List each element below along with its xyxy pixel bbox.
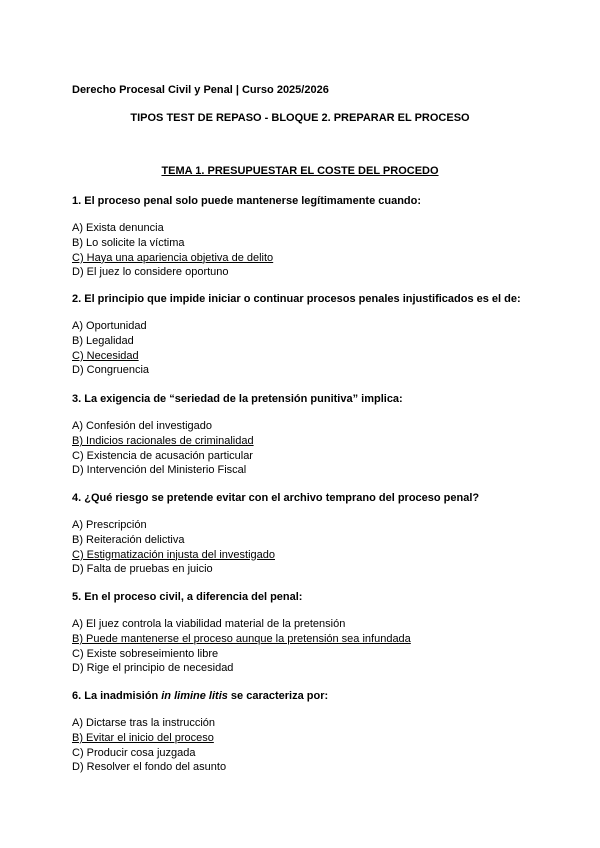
- question-text-after: se caracteriza por:: [227, 690, 329, 702]
- option-a: A) El juez controla la viabilidad material de la pretensión: [72, 618, 346, 630]
- option-b-correct: B) Puede mantenerse el proceso aunque la pretensión sea infundada: [72, 632, 411, 645]
- option-a: A) Oportunidad: [72, 320, 147, 332]
- option-d: D) Rige el principio de necesidad: [72, 662, 234, 675]
- question-text: 4. ¿Qué riesgo se pretende evitar con el archivo temprano del proceso penal?: [72, 492, 480, 504]
- option-a: A) Prescripción: [72, 519, 147, 531]
- question-text: 5. En el proceso civil, a diferencia del penal:: [72, 591, 303, 603]
- question-text-before: 6. La inadmisión: [72, 690, 162, 702]
- option-d: D) El juez lo considere oportuno: [72, 266, 229, 279]
- option-d: D) Resolver el fondo del asunto: [72, 761, 227, 774]
- option-b: B) Lo solicite la víctima: [72, 236, 185, 249]
- question-4: [72, 491, 542, 577]
- option-b-correct: B) Indicios racionales de criminalidad: [72, 434, 254, 447]
- question-2: [72, 292, 542, 378]
- option-d: D) Congruencia: [72, 364, 150, 377]
- option-d: D) Intervención del Ministerio Fiscal: [72, 464, 247, 477]
- option-b: B) Reiteración delictiva: [72, 533, 185, 546]
- question-6: [72, 689, 542, 775]
- question-3: [72, 392, 542, 478]
- topic-heading: TEMA 1. PRESUPUESTAR EL COSTE DEL PROCEDO: [161, 165, 439, 177]
- question-5: [72, 590, 542, 676]
- option-c: C) Existe sobreseimiento libre: [72, 647, 219, 660]
- question-text-latin: in limine litis: [161, 690, 228, 702]
- option-a: A) Dictarse tras la instrucción: [72, 717, 216, 729]
- option-d: D) Falta de pruebas en juicio: [72, 563, 213, 576]
- option-c-correct: C) Haya una apariencia objetiva de delito: [72, 251, 274, 264]
- option-c-correct: C) Necesidad: [72, 349, 139, 362]
- question-text: 2. El principio que impide iniciar o continuar procesos penales injustificados es el de:: [72, 293, 521, 305]
- question-text: [72, 689, 542, 703]
- option-b-correct: B) Evitar el inicio del proceso: [72, 731, 214, 744]
- question-text: 3. La exigencia de “seriedad de la pretensión punitiva” implica:: [72, 393, 403, 405]
- question-1: [72, 194, 542, 280]
- option-a: A) Exista denuncia: [72, 222, 164, 234]
- option-c: C) Producir cosa juzgada: [72, 746, 196, 759]
- option-b: B) Legalidad: [72, 334, 134, 347]
- question-text: 1. El proceso penal solo puede mantenerse legítimamente cuando:: [72, 195, 422, 207]
- document-subtitle: TIPOS TEST DE REPASO - BLOQUE 2. PREPARAR EL PROCESO: [130, 112, 470, 124]
- option-a: A) Confesión del investigado: [72, 420, 213, 432]
- option-c-correct: C) Estigmatización injusta del investigado: [72, 548, 275, 561]
- document-header: Derecho Procesal Civil y Penal | Curso 2025/2026: [72, 84, 329, 96]
- option-c: C) Existencia de acusación particular: [72, 449, 253, 462]
